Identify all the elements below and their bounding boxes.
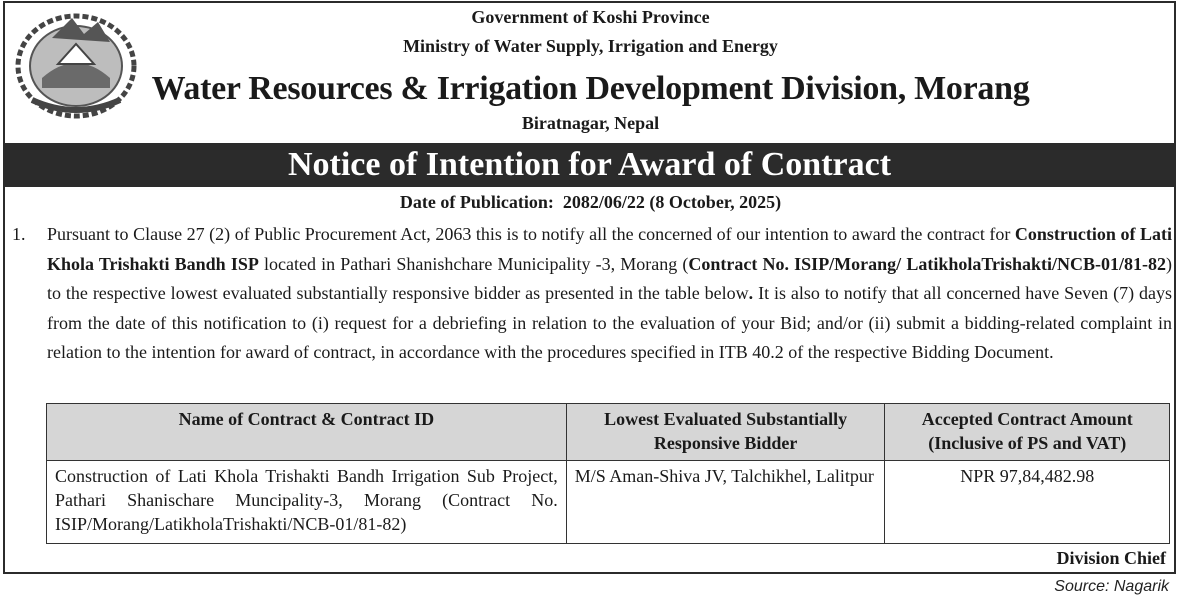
division-name: Water Resources & Irrigation Development Division, Morang (151, 70, 1030, 107)
award-table (46, 403, 1170, 544)
sentence-end: . (748, 283, 754, 303)
publication-date: 2082/06/22 (8 October, 2025) (562, 192, 782, 212)
notice-title: Notice of Intention for Award of Contract (5, 143, 1174, 187)
table-row (47, 461, 1170, 544)
header-contract: Name of Contract & Contract ID (47, 404, 567, 461)
publication-date-line (0, 192, 1181, 213)
cell-amount: NPR 97,84,482.98 (885, 461, 1170, 544)
cell-contract: Construction of Lati Khola Trishakti Bandh Irrigation Sub Project, Pathari Shanischare Muncipality-3, Morang (Contract No. ISIP/Morang/LatikholaTrishakti/NCB-01/81-82) (47, 461, 567, 544)
ministry-name: Ministry of Water Supply, Irrigation and Energy (403, 36, 778, 56)
project-name: Construction of Lati Khola Trishakti Bandh ISP (47, 224, 1173, 274)
paragraph-part-3: ) to the respective lowest evaluated substantially responsive bidder as presented in the table below (47, 253, 1173, 303)
table-header-row (47, 404, 1170, 461)
header-bidder: Lowest Evaluated Substantially Responsive Bidder (566, 404, 885, 461)
item-number: 1. (12, 224, 26, 244)
signatory: Division Chief (1056, 548, 1166, 568)
paragraph-part-2: located in Pathari Shanishchare Municipality -3, Morang ( (258, 253, 689, 274)
paragraph-part-1: Pursuant to Clause 27 (2) of Public Procurement Act, 2063 this is to notify all the concerned of our intention to award the contract for (47, 224, 1015, 244)
division-location: Biratnagar, Nepal (521, 113, 660, 133)
publication-label: Date of Publication: (399, 192, 554, 212)
government-name: Government of Koshi Province (471, 7, 710, 27)
header-amount: Accepted Contract Amount (Inclusive of PS and VAT) (885, 404, 1170, 461)
notice-paragraph (12, 220, 1172, 368)
contract-number: Contract No. ISIP/Morang/ LatikholaTrishakti/NCB-01/81-82 (688, 253, 1167, 274)
paragraph-part-4: It is also to notify that all concerned have Seven (7) days from the date of this notification to (i) request for a debriefing in relation to the evaluation of your Bid; and/or (ii) submit a bidding-related complaint in relation to the intention for award of contract, in accordance with the procedures specified in ITB 40.2 of the respective Bidding Document. (47, 283, 1172, 362)
source-credit: Source: Nagarik (1054, 578, 1169, 595)
cell-bidder: M/S Aman-Shiva JV, Talchikhel, Lalitpur (566, 461, 885, 544)
paragraph-text (47, 220, 1172, 368)
